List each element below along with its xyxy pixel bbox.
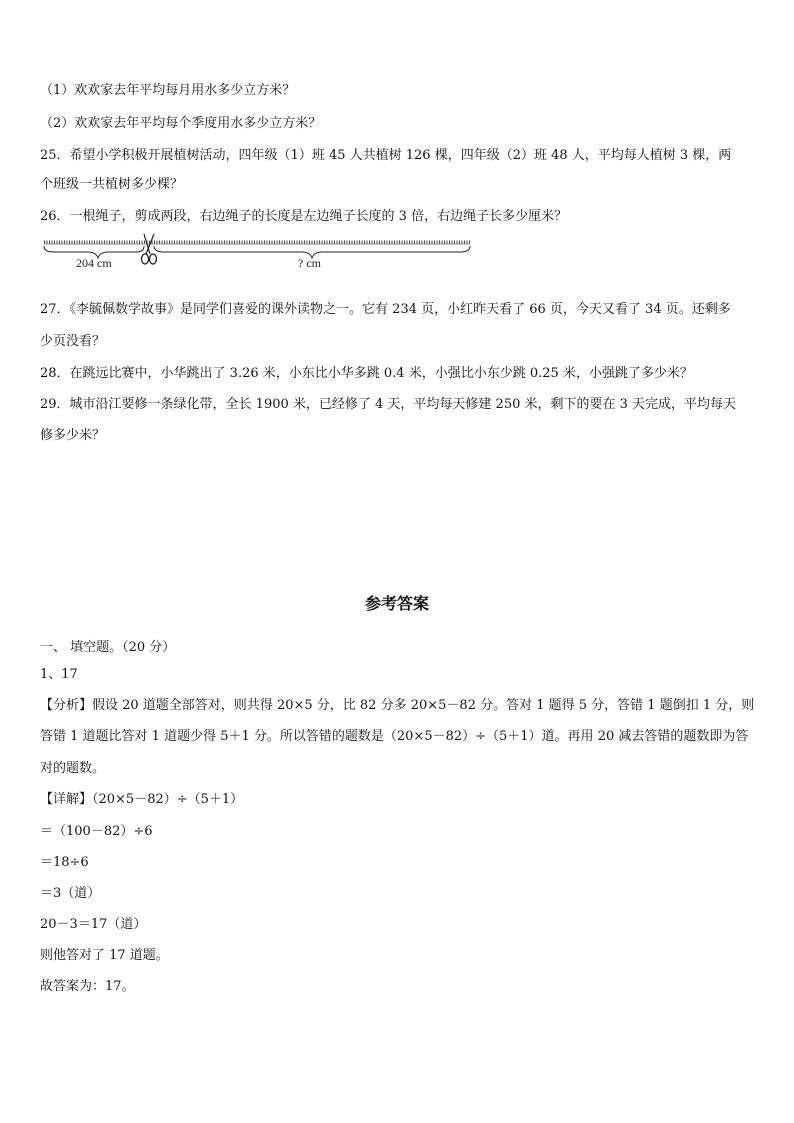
conclusion: 则他答对了 17 道题。 [40, 948, 169, 963]
detail-line-1: 【详解】（20×5－82）÷（5＋1） [40, 792, 244, 807]
question-28: 28．在跳远比赛中，小华跳出了 3.26 米，小东比小华多跳 0.4 米，小强比小东少跳 0.25 米，小强跳了多少米？ [40, 366, 693, 381]
question-29-line-2: 修多少米？ [40, 428, 106, 443]
answers-title: 参考答案 [364, 594, 429, 613]
question-26: 26．一根绳子，剪成两段，右边绳子的长度是左边绳子长度的 3 倍，右边绳子长多少厘米？ [40, 209, 568, 224]
analysis-line-3: 对的题数。 [40, 761, 106, 776]
analysis-line-1: 【分析】假设 20 道题全部答对，则共得 20×5 分，比 82 分多 20×5－82 分。答对 1 题得 5 分，答错 1 题倒扣 1 分，则 [40, 698, 755, 713]
answers-section-heading: 一、 填空题。（20 分） [40, 640, 176, 655]
detail-line-2: ＝（100－82）÷6 [40, 824, 153, 839]
question-24-1: （1）欢欢家去年平均每月用水多少立方米？ [40, 83, 296, 98]
detail-line-4: ＝3（道） [40, 886, 101, 901]
question-25-line-1: 25．希望小学积极开展植树活动，四年级（1）班 45 人共植树 126 棵，四年级（2）班 48 人，平均每人植树 3 棵，两 [40, 148, 732, 163]
detail-line-3: ＝18÷6 [40, 855, 89, 870]
detail-line-5: 20－3＝17（道） [40, 917, 147, 932]
answer-item-1: 1、17 [40, 667, 78, 682]
right-length-label: ? cm [298, 256, 321, 268]
question-27-line-2: 少页没看？ [40, 334, 106, 349]
rope-diagram [40, 232, 480, 268]
final-answer: 故答案为：17。 [40, 979, 135, 994]
question-29-line-1: 29．城市沿江要修一条绿化带，全长 1900 米，已经修了 4 天，平均每天修建 250 米，剩下的要在 3 天完成，平均每天 [40, 397, 737, 412]
question-24-2: （2）欢欢家去年平均每个季度用水多少立方米？ [40, 116, 322, 131]
analysis-line-2: 答错 1 道题比答对 1 道题少得 5＋1 分。所以答错的题数是（20×5－82）÷（5＋1）道。再用 20 减去答错的题数即为答 [40, 729, 749, 744]
left-length-label: 204 cm [76, 256, 112, 268]
question-25-line-2: 个班级一共植树多少棵？ [40, 177, 184, 192]
question-27-line-1: 27．《李毓佩数学故事》是同学们喜爱的课外读物之一。它有 234 页，小红昨天看了 66 页，今天又看了 34 页。还剩多 [40, 302, 731, 317]
